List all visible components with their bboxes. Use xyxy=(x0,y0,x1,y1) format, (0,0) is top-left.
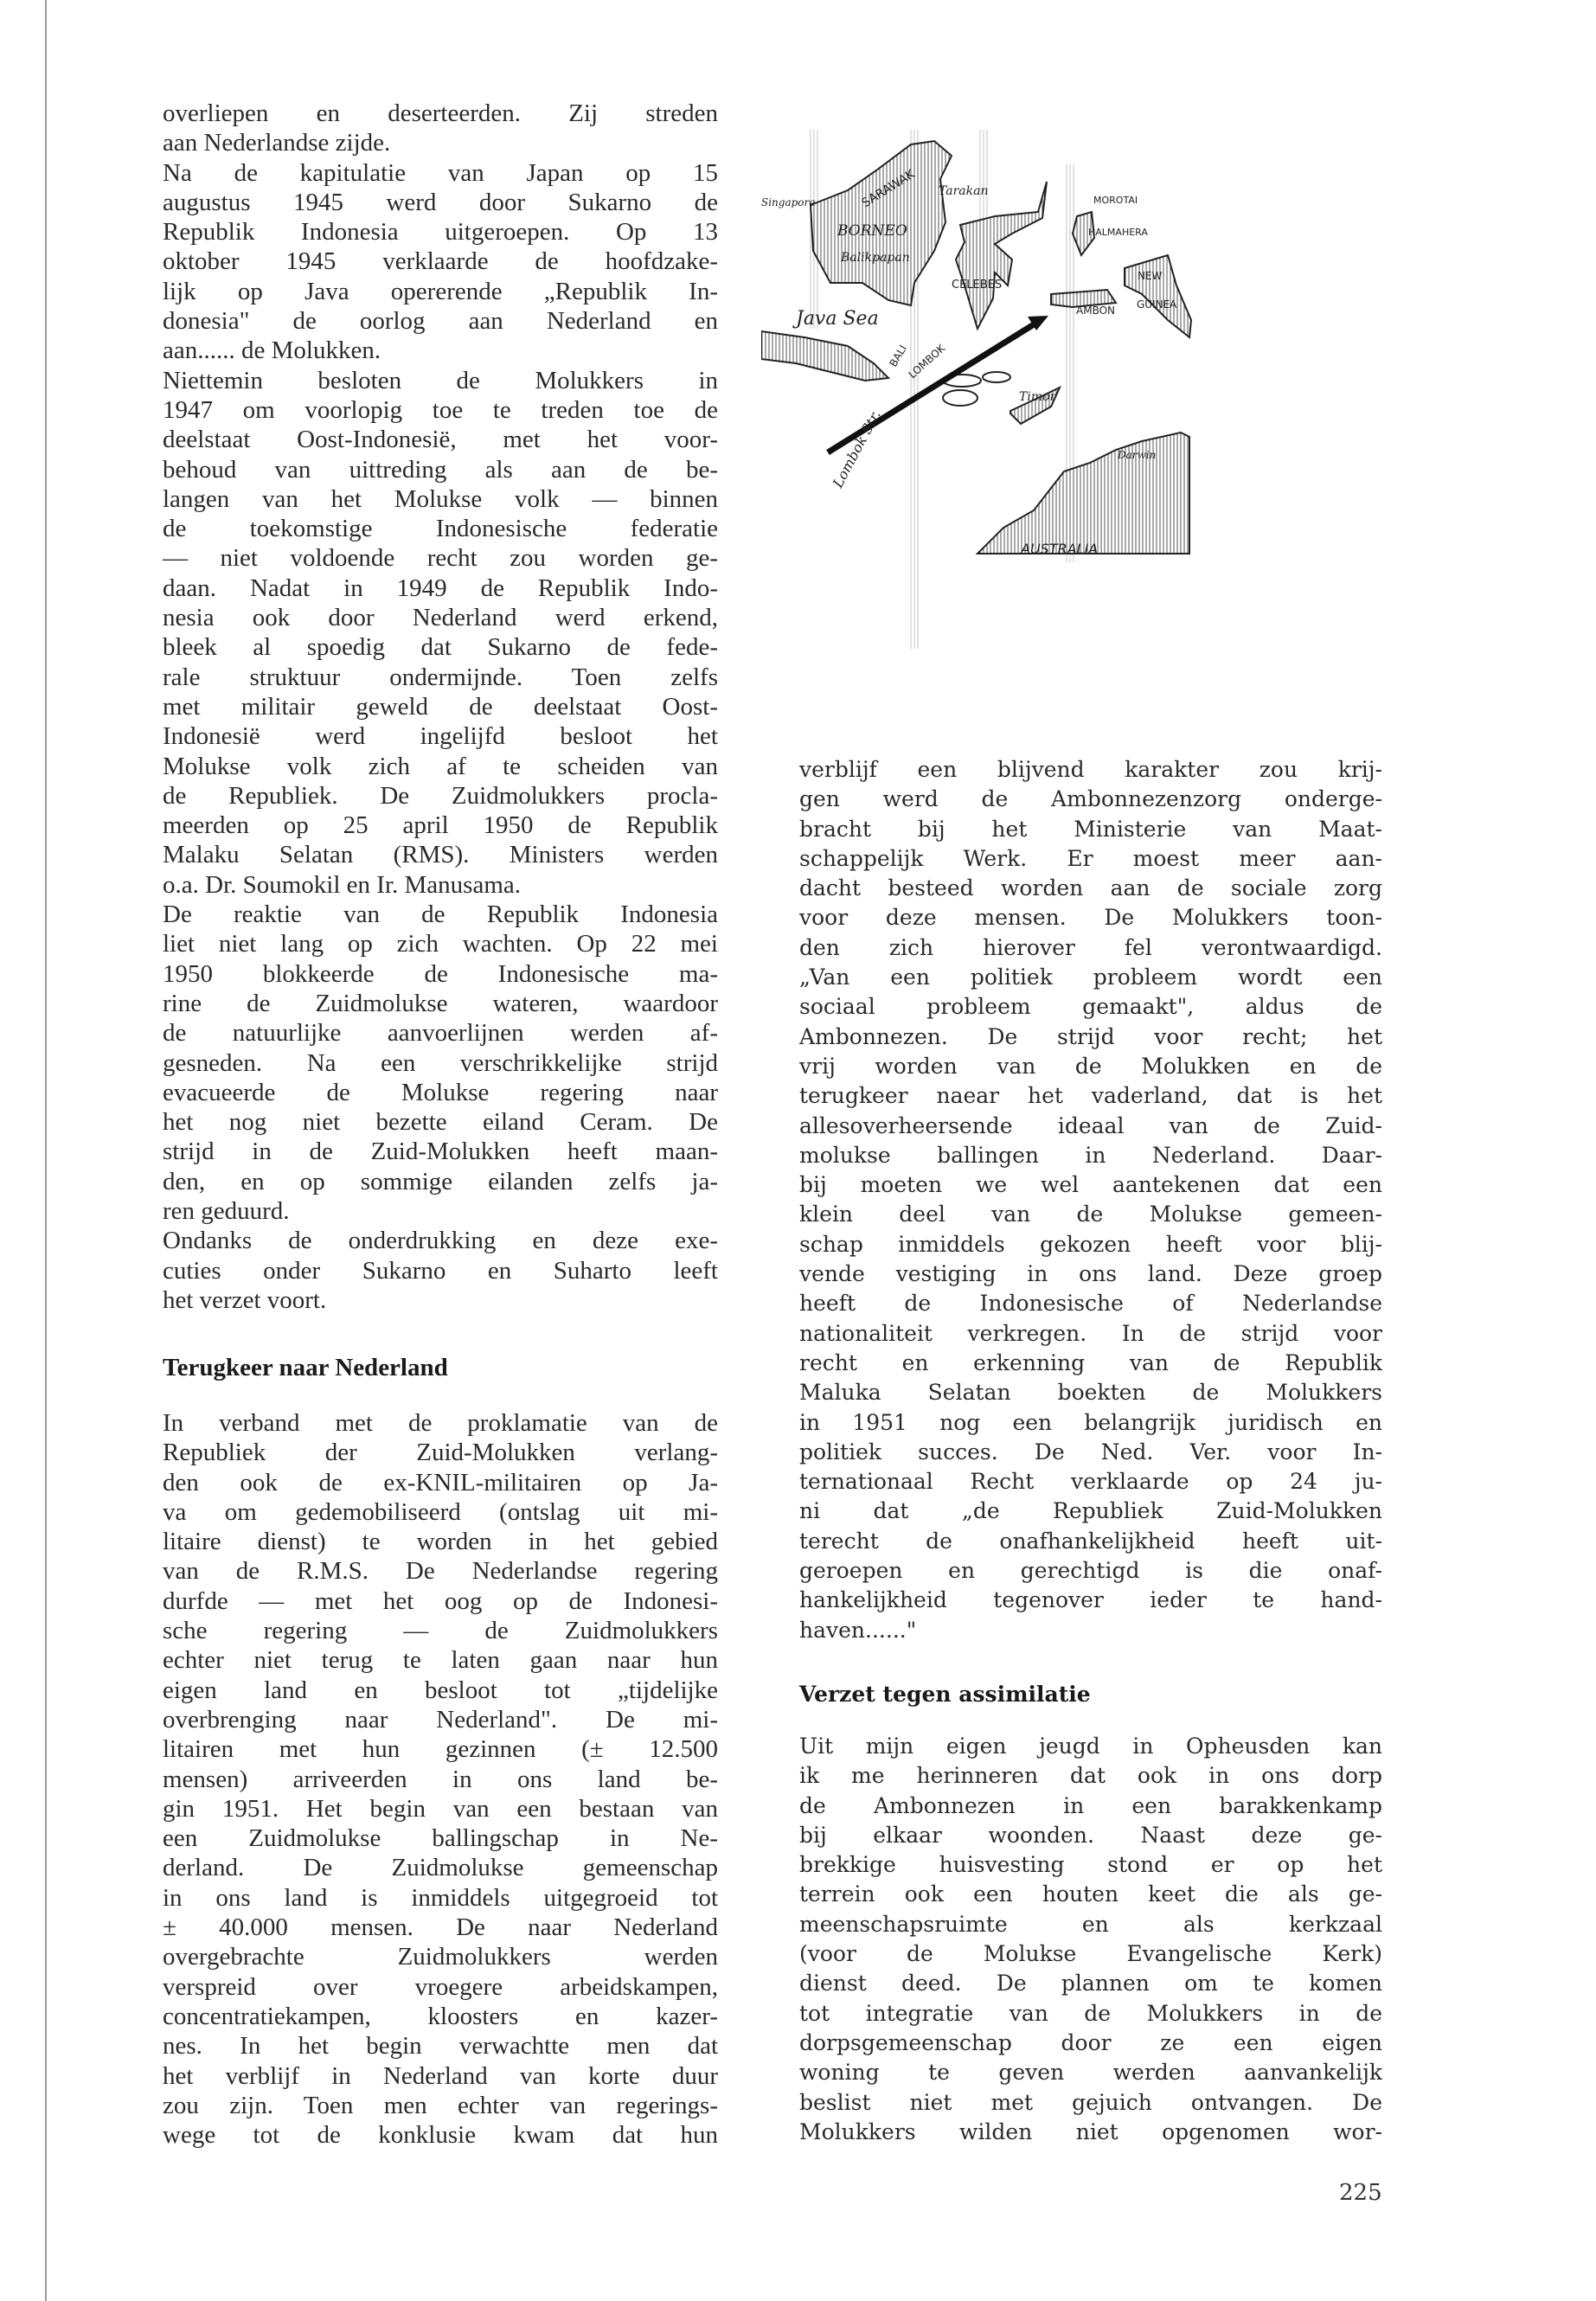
text-line: het verblijf in Nederland van korte duur xyxy=(163,2061,718,2090)
text-line: 1950 blokkeerde de Indonesische ma- xyxy=(163,959,718,988)
text-line: terecht de onafhankelijkheid heeft uit- xyxy=(799,1528,1382,1554)
text-line: het nog niet bezette eiland Ceram. De xyxy=(163,1108,718,1137)
celebes-shape xyxy=(956,182,1047,329)
text-line: terugkeer naear het vaderland, dat is het xyxy=(799,1083,1382,1109)
text-line: sociaal probleem gemaakt", aldus de xyxy=(799,994,1382,1020)
text-line: aan...... de Molukken. xyxy=(163,336,381,365)
paragraph xyxy=(163,1408,718,2150)
text-line: augustus 1945 werd door Sukarno de xyxy=(163,188,718,216)
text-line: daan. Nadat in 1949 de Republik Indo- xyxy=(163,574,718,602)
text-line: strijd in de Zuid-Molukken heeft maan- xyxy=(163,1138,718,1166)
text-line: De reaktie van de Republik Indonesia xyxy=(163,901,718,929)
scan-edge-line xyxy=(45,0,47,2301)
text-line: sche regering — de Zuidmolukkers xyxy=(163,1617,718,1645)
text-line: bracht bij het Ministerie van Maat- xyxy=(799,816,1382,842)
text-line: Niettemin besloten de Molukkers in xyxy=(163,366,718,394)
text-line: schap inmiddels gekozen heeft voor blij- xyxy=(799,1231,1382,1257)
map-label-tarakan: Tarakan xyxy=(939,184,989,198)
map-label-sarawak: SARAWAK xyxy=(859,167,918,211)
map-label-balikpapan: Balikpapan xyxy=(841,251,910,265)
text-line: de Republiek. De Zuidmolukkers procla- xyxy=(163,781,718,810)
map-label-java-sea: Java Sea xyxy=(796,308,879,330)
text-line: klein deel van de Molukse gemeen- xyxy=(799,1202,1382,1227)
text-line: ternationaal Recht verklaarde op 24 ju- xyxy=(799,1469,1382,1495)
text-line: aan Nederlandse zijde. xyxy=(163,129,391,157)
text-line: behoud van uittreding als aan de be- xyxy=(163,455,718,484)
text-line: rine de Zuidmolukse wateren, waardoor xyxy=(163,989,718,1017)
sumbawa-shape xyxy=(943,390,977,406)
right-column-section-b xyxy=(799,1732,1382,2147)
text-line: de Ambonnezen in een barakkenkamp xyxy=(799,1792,1382,1818)
text-line: dorpsgemeenschap door ze een eigen xyxy=(799,2029,1382,2055)
map-label-celebes: CELEBES xyxy=(952,279,1003,292)
text-line: meenschapsruimte en als kerkzaal xyxy=(799,1911,1382,1937)
text-line: echter niet terug te laten gaan naar hun xyxy=(163,1646,718,1675)
text-line: van de R.M.S. De Nederlandse regering xyxy=(163,1557,718,1586)
left-column-section-a xyxy=(163,99,718,1315)
text-line: overliepen en deserteerden. Zij streden xyxy=(163,99,718,127)
text-line: cuties onder Sukarno en Suharto leeft xyxy=(163,1256,718,1285)
text-line: gin 1951. Het begin van een bestaan van xyxy=(163,1794,718,1823)
map-label-bali: BALI xyxy=(887,343,909,369)
text-line: overgebrachte Zuidmolukkers werden xyxy=(163,1943,718,1971)
map-indonesia-illustration xyxy=(761,121,1401,675)
paragraph xyxy=(163,366,718,900)
text-line: nationaliteit verkregen. In de strijd voor xyxy=(799,1320,1382,1346)
section-heading-terugkeer: Terugkeer naar Nederland xyxy=(163,1354,448,1381)
text-line: terrein ook een houten keet die als ge- xyxy=(799,1881,1382,1907)
text-line: litairen met hun gezinnen (± 12.500 xyxy=(163,1735,718,1764)
text-line: Malaku Selatan (RMS). Ministers werden xyxy=(163,841,718,869)
text-line: derland. De Zuidmolukse gemeenschap xyxy=(163,1854,718,1882)
text-line: meerden op 25 april 1950 de Republik xyxy=(163,811,718,840)
text-line: met militair geweld de deelstaat Oost- xyxy=(163,692,718,721)
text-line: „Van een politiek probleem wordt een xyxy=(799,965,1382,990)
text-line: litaire dienst) te worden in het gebied xyxy=(163,1528,718,1556)
map-label-lombok-strait: Lombok Str. xyxy=(829,407,884,490)
map-label-morotai: MOROTAI xyxy=(1093,195,1138,206)
text-line: het verzet voort. xyxy=(163,1285,327,1314)
text-line: vende vestiging in ons land. Deze groep xyxy=(799,1261,1382,1287)
text-line: geroepen en gerechtigd is die onaf- xyxy=(799,1558,1382,1584)
text-line: molukse ballingen in Nederland. Daar- xyxy=(799,1142,1382,1168)
text-line: in 1951 nog een belangrijk juridisch en xyxy=(799,1409,1382,1435)
page-number: 225 xyxy=(1339,2180,1382,2206)
text-line: langen van het Molukse volk — binnen xyxy=(163,484,718,513)
new-guinea-shape xyxy=(1125,255,1191,337)
paragraph xyxy=(799,755,1382,1645)
text-line: durfde — met het oog op de Indonesi- xyxy=(163,1586,718,1615)
text-line: (voor de Molukse Evangelische Kerk) xyxy=(799,1941,1382,1967)
text-line: voor deze mensen. De Molukkers toon- xyxy=(799,905,1382,931)
paragraph xyxy=(163,1226,718,1315)
text-line: nesia ook door Nederland werd erkend, xyxy=(163,604,718,632)
text-line: overbrenging naar Nederland". De mi- xyxy=(163,1705,718,1734)
map-label-guinea: GUINEA xyxy=(1137,298,1177,311)
text-line: Na de kapitulatie van Japan op 15 xyxy=(163,158,718,187)
text-line: Molukse volk zich af te scheiden van xyxy=(163,752,718,780)
text-line: Maluka Selatan boekten de Molukkers xyxy=(799,1380,1382,1406)
text-line: ni dat „de Republiek Zuid-Molukken xyxy=(799,1498,1382,1524)
text-line: dienst deed. De plannen om te komen xyxy=(799,1971,1382,1997)
text-line: deelstaat Oost-Indonesië, met het voor- xyxy=(163,426,718,454)
text-line: zou zijn. Toen men echter van regerings- xyxy=(163,2091,718,2119)
text-line: ± 40.000 mensen. De naar Nederland xyxy=(163,1913,718,1942)
text-line: Indonesië werd ingelijfd besloot het xyxy=(163,722,718,751)
right-column-section-a xyxy=(799,755,1382,1645)
text-line: ik me herinneren dat ook in ons dorp xyxy=(799,1763,1382,1789)
text-line: dacht besteed worden aan de sociale zorg xyxy=(799,875,1382,901)
text-line: o.a. Dr. Soumokil en Ir. Manusama. xyxy=(163,870,522,899)
map-label-borneo: BORNEO xyxy=(837,222,907,240)
text-line: vrij worden van de Molukken en de xyxy=(799,1053,1382,1079)
map-label-singapore: Singapore xyxy=(761,196,816,208)
text-line: den zich hierover fel verontwaardigd. xyxy=(799,934,1382,960)
map-label-lombok: LOMBOK xyxy=(906,342,948,381)
sunda-island-shape xyxy=(983,372,1010,382)
text-line: nes. In het begin verwachtte men dat xyxy=(163,2032,718,2061)
text-line: wege tot de konklusie kwam dat hun xyxy=(163,2121,718,2150)
australia-shape xyxy=(977,433,1189,554)
text-line: ren geduurd. xyxy=(163,1196,290,1225)
text-line: bij moeten we wel aantekenen dat een xyxy=(799,1172,1382,1198)
text-line: Republiek der Zuid-Molukken verlang- xyxy=(163,1439,718,1467)
text-line: hankelijkheid tegenover ieder te hand- xyxy=(799,1587,1382,1613)
text-line: bleek al spoedig dat Sukarno de fede- xyxy=(163,633,718,662)
map-label-darwin: Darwin xyxy=(1118,449,1157,461)
text-line: Molukkers wilden niet opgenomen wor- xyxy=(799,2118,1382,2144)
text-line: recht en erkenning van de Republik xyxy=(799,1349,1382,1375)
text-line: bij elkaar woonden. Naast deze ge- xyxy=(799,1822,1382,1848)
text-line: 1947 om voorlopig toe te treden toe de xyxy=(163,395,718,424)
text-line: verspreid over vroegere arbeidskampen, xyxy=(163,1972,718,2001)
paragraph xyxy=(163,900,718,1226)
text-line: va om gedemobiliseerd (ontslag uit mi- xyxy=(163,1497,718,1526)
text-line: — niet voldoende recht zou worden ge- xyxy=(163,544,718,573)
text-line: Ambonnezen. De strijd voor recht; het xyxy=(799,1023,1382,1049)
text-line: Republik Indonesia uitgeroepen. Op 13 xyxy=(163,218,718,247)
text-line: beslist niet met gejuich ontvangen. De xyxy=(799,2089,1382,2115)
paragraph xyxy=(163,158,718,366)
text-line: den, en op sommige eilanden zelfs ja- xyxy=(163,1167,718,1195)
map-label-ambon: AMBON xyxy=(1076,304,1116,317)
text-line: oktober 1945 verklaarde de hoofdzake- xyxy=(163,247,718,276)
text-line: In verband met de proklamatie van de xyxy=(163,1409,718,1437)
text-line: de natuurlijke aanvoerlijnen werden af- xyxy=(163,1019,718,1048)
text-line: heeft de Indonesische of Nederlandse xyxy=(799,1291,1382,1317)
text-line: mensen) arriveerden in ons land be- xyxy=(163,1765,718,1793)
text-line: den ook de ex-KNIL-militairen op Ja- xyxy=(163,1468,718,1497)
text-line: eigen land en besloot tot „tijdelijke xyxy=(163,1676,718,1704)
text-line: concentratiekampen, kloosters en kazer- xyxy=(163,2002,718,2030)
text-line: verblijf een blijvend karakter zou krij- xyxy=(799,757,1382,782)
text-line: tot integratie van de Molukkers in de xyxy=(799,2000,1382,2026)
paragraph xyxy=(799,1732,1382,2147)
text-line: lijk op Java opererende „Republik In- xyxy=(163,277,718,305)
text-line: liet niet lang op zich wachten. Op 22 mei xyxy=(163,930,718,958)
left-column-section-b xyxy=(163,1408,718,2150)
section-heading-verzet: Verzet tegen assimilatie xyxy=(799,1682,1091,1707)
text-line: allesoverheersende ideaal van de Zuid- xyxy=(799,1112,1382,1138)
map-label-halmahera: HALMAHERA xyxy=(1088,227,1148,238)
text-line: schappelijk Werk. Er moest meer aan- xyxy=(799,845,1382,871)
java-shape xyxy=(761,331,888,381)
text-line: gen werd de Ambonnezenzorg onderge- xyxy=(799,786,1382,812)
text-line: een Zuidmolukse ballingschap in Ne- xyxy=(163,1824,718,1853)
text-line: woning te geven werden aanvankelijk xyxy=(799,2060,1382,2086)
text-line: Ondanks de onderdrukking en deze exe- xyxy=(163,1227,718,1255)
text-line: donesia" de oorlog aan Nederland en xyxy=(163,307,718,336)
text-line: in ons land is inmiddels uitgegroeid tot xyxy=(163,1883,718,1912)
text-line: Uit mijn eigen jeugd in Opheusden kan xyxy=(799,1734,1382,1759)
text-line: haven......" xyxy=(799,1617,917,1643)
text-line: de toekomstige Indonesische federatie xyxy=(163,515,718,543)
text-line: evacueerde de Molukse regering naar xyxy=(163,1078,718,1106)
text-line: rale struktuur ondermijnde. Toen zelfs xyxy=(163,663,718,691)
paragraph xyxy=(163,99,718,158)
map-label-timor: Timor xyxy=(1019,390,1056,404)
text-line: gesneden. Na een verschrikkelijke strijd xyxy=(163,1048,718,1077)
map-label-new: NEW xyxy=(1138,270,1163,282)
map-label-australia: AUSTRALIA xyxy=(1021,541,1099,557)
text-line: politiek succes. De Ned. Ver. voor In- xyxy=(799,1439,1382,1465)
text-line: brekkige huisvesting stond er op het xyxy=(799,1852,1382,1878)
